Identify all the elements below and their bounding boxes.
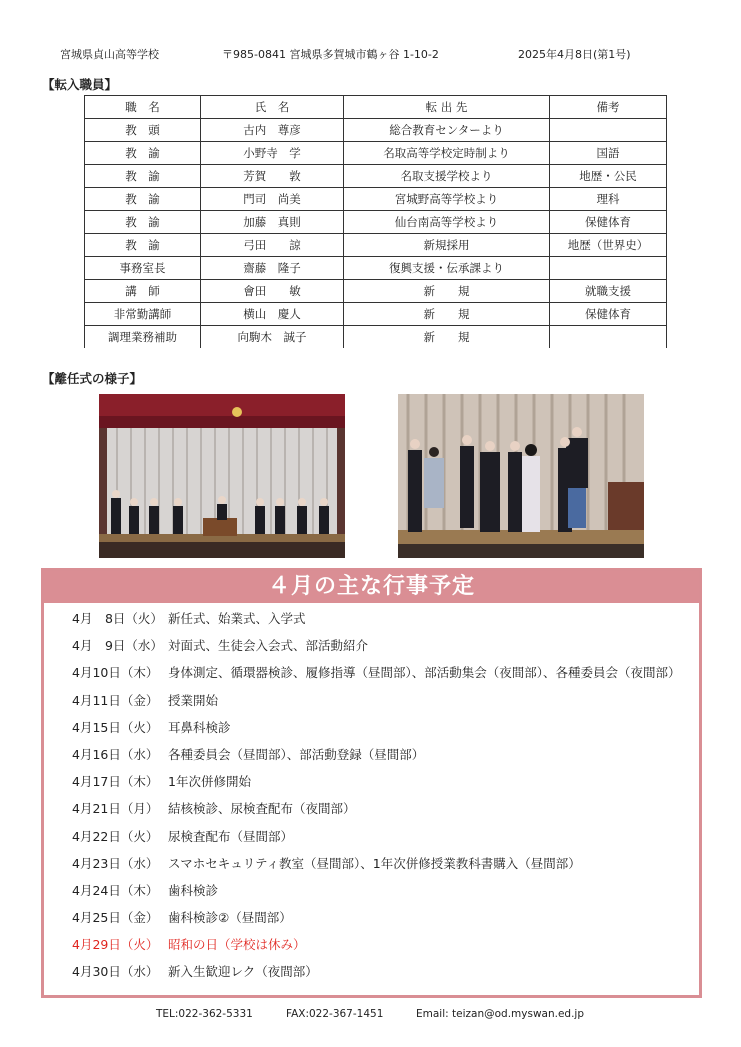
table-cell: 名取高等学校定時制より (344, 142, 550, 165)
event-date: 4月 8日（火） (72, 611, 163, 626)
ceremony-presentation-photo (398, 394, 644, 558)
table-row (85, 303, 667, 326)
event-item (72, 931, 695, 958)
table-cell: 新 規 (344, 326, 550, 349)
event-item (72, 795, 695, 822)
event-text: 新入生歓迎レク（夜間部） (168, 964, 318, 980)
table-cell: 保健体育 (550, 211, 667, 234)
table-cell: 教 諭 (85, 234, 201, 257)
ceremony-section-title: 【離任式の様子】 (42, 371, 143, 386)
event-date: 4月 9日（水） (72, 638, 163, 654)
table-cell: 教 諭 (85, 211, 201, 234)
event-text: 1年次併修開始 (168, 774, 251, 790)
event-item (72, 904, 695, 931)
column-header: 職 名 (85, 96, 201, 119)
column-header: 転 出 先 (344, 96, 550, 119)
event-text: 授業開始 (168, 692, 219, 708)
column-header: 備考 (550, 96, 667, 119)
table-cell: 芳賀 敦 (201, 165, 344, 188)
transfer-staff-table (84, 95, 667, 348)
table-cell: 新 規 (344, 303, 550, 326)
event-item (72, 632, 695, 659)
event-text: 尿検査配布（昼間部） (168, 828, 294, 844)
table-cell: 齋藤 隆子 (201, 257, 344, 280)
event-date: 4月23日（水） (72, 855, 159, 871)
school-address: 〒985-0841 宮城県多賀城市鶴ヶ谷 1-10-2 (222, 48, 439, 61)
table-cell (550, 326, 667, 349)
event-text: 昭和の日（学校は休み） (168, 937, 306, 953)
table-cell (550, 119, 667, 142)
table-cell: 保健体育 (550, 303, 667, 326)
event-text: 結核検診、尿検査配布（夜間部） (168, 801, 356, 817)
table-cell: 総合教育センターより (344, 119, 550, 142)
table-cell: 名取支援学校より (344, 165, 550, 188)
table-cell: 古内 尊彦 (201, 119, 344, 142)
table-row (85, 234, 667, 257)
event-item (72, 823, 695, 850)
table-row (85, 119, 667, 142)
table-cell: 宮城野高等学校より (344, 188, 550, 211)
event-item (72, 714, 695, 741)
table-row (85, 211, 667, 234)
events-list (72, 605, 695, 986)
table-row (85, 257, 667, 280)
event-text: 歯科検診 (168, 882, 219, 898)
table-row (85, 280, 667, 303)
table-cell: 横山 慶人 (201, 303, 344, 326)
table-cell: 復興支援・伝承課より (344, 257, 550, 280)
event-item (72, 850, 695, 877)
event-text: 歯科検診②（昼間部） (168, 910, 292, 926)
table-cell: 新 規 (344, 280, 550, 303)
table-cell: 教 諭 (85, 142, 201, 165)
event-date: 4月10日（木） (72, 665, 159, 681)
event-text: 対面式、生徒会入会式、部活動紹介 (168, 638, 369, 654)
event-date: 4月16日（水） (72, 746, 159, 762)
footer-tel: TEL:022-362-5331 (156, 1008, 253, 1020)
table-row (85, 188, 667, 211)
event-date: 4月22日（火） (72, 828, 159, 844)
event-item (72, 605, 695, 632)
event-date: 4月11日（金） (72, 692, 159, 708)
table-cell: 向駒木 誠子 (201, 326, 344, 349)
transfer-section-title: 【転入職員】 (42, 77, 118, 92)
table-cell: 国語 (550, 142, 667, 165)
event-item (72, 687, 695, 714)
table-cell: 就職支援 (550, 280, 667, 303)
table-cell: 仙台南高等学校より (344, 211, 550, 234)
table-row (85, 142, 667, 165)
event-date: 4月30日（水） (72, 964, 159, 980)
school-name: 宮城県貞山高等学校 (60, 48, 159, 61)
footer-fax: FAX:022-367-1451 (286, 1008, 384, 1020)
table-cell: 講 師 (85, 280, 201, 303)
table-cell (550, 257, 667, 280)
event-date: 4月29日（火） (72, 937, 159, 953)
ceremony-stage-photo (99, 394, 345, 558)
footer-email: Email: teizan@od.myswan.ed.jp (416, 1008, 584, 1020)
events-title: ４月の主な行事予定 (44, 571, 699, 603)
table-cell: 事務室長 (85, 257, 201, 280)
table-cell: 會田 敏 (201, 280, 344, 303)
table-cell: 教 諭 (85, 188, 201, 211)
event-text: 身体測定、循環器検診、履修指導（昼間部）、部活動集会（夜間部）、各種委員会（夜間部） (168, 665, 681, 681)
event-date: 4月21日（月） (72, 801, 159, 817)
table-row (85, 165, 667, 188)
table-cell: 門司 尚美 (201, 188, 344, 211)
table-cell: 教 諭 (85, 165, 201, 188)
event-date: 4月25日（金） (72, 910, 159, 926)
table-cell: 地歴・公民 (550, 165, 667, 188)
event-date: 4月17日（木） (72, 774, 159, 790)
event-text: スマホセキュリティ教室（昼間部）、1年次併修授業教科書購入（昼間部） (168, 855, 581, 871)
column-header: 氏 名 (201, 96, 344, 119)
event-item (72, 958, 695, 985)
event-item (72, 741, 695, 768)
april-events-box (41, 568, 702, 998)
event-date: 4月15日（火） (72, 719, 159, 735)
table-header-row (85, 96, 667, 119)
table-cell: 調理業務補助 (85, 326, 201, 349)
table-cell: 加藤 真則 (201, 211, 344, 234)
table-cell: 理科 (550, 188, 667, 211)
event-item (72, 768, 695, 795)
table-cell: 地歴（世界史） (550, 234, 667, 257)
table-cell: 新規採用 (344, 234, 550, 257)
event-item (72, 877, 695, 904)
issue-date: 2025年4月8日(第1号) (518, 48, 631, 61)
table-cell: 教 頭 (85, 119, 201, 142)
event-item (72, 659, 695, 686)
event-text: 耳鼻科検診 (168, 719, 231, 735)
event-date: 4月24日（木） (72, 882, 159, 898)
table-cell: 小野寺 学 (201, 142, 344, 165)
table-cell: 非常勤講師 (85, 303, 201, 326)
table-cell: 弓田 諒 (201, 234, 344, 257)
event-text: 新任式、始業式、入学式 (168, 611, 306, 626)
page-header (0, 46, 741, 62)
table-row (85, 326, 667, 349)
event-text: 各種委員会（昼間部）、部活動登録（昼間部） (168, 746, 425, 762)
